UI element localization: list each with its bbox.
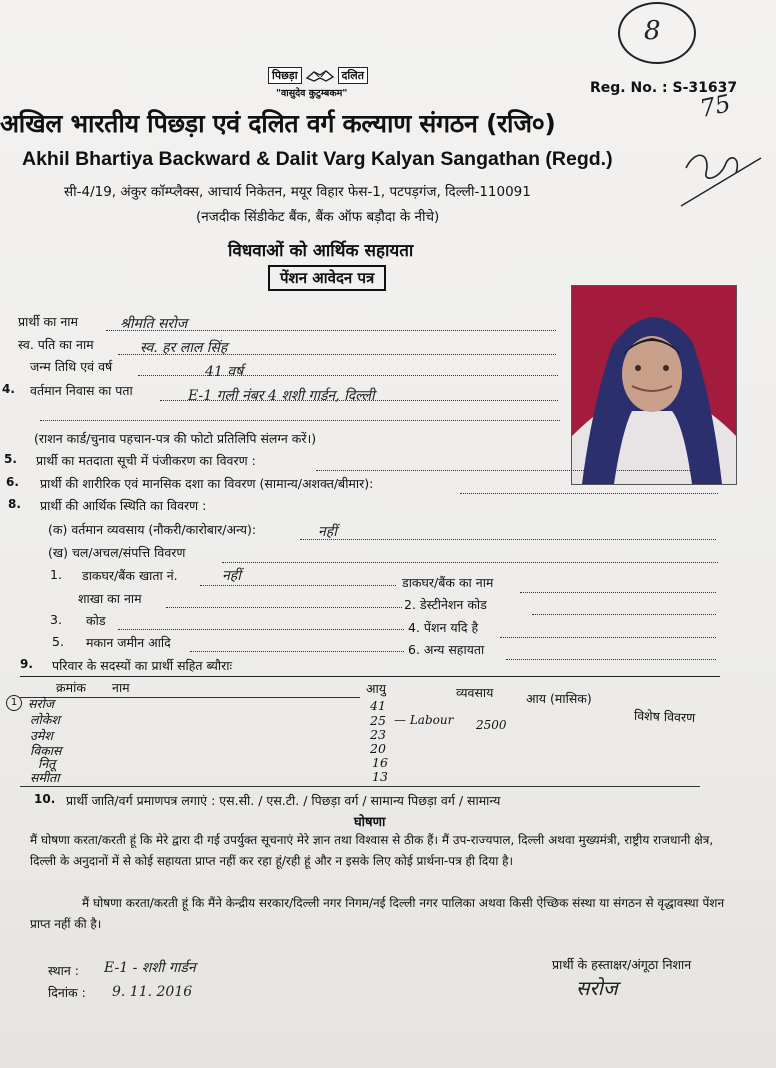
field-number: 5. — [52, 634, 64, 649]
registration-number: Reg. No. : S-31637 — [590, 80, 738, 96]
family-member-occupation: — Labour — [394, 713, 454, 727]
dotted-line — [138, 375, 558, 376]
applicant-photo — [571, 285, 737, 485]
place-label: स्थान : — [48, 963, 79, 978]
field-number: 9. — [20, 657, 33, 671]
family-member-age: 16 — [372, 755, 388, 770]
motto: "वासुदेव कुटुम्बकम" — [276, 88, 348, 99]
dotted-line — [500, 637, 716, 638]
title-hindi: अखिल भारतीय पिछड़ा एवं दलित वर्ग कल्याण संगठन (रजि०) — [0, 109, 556, 138]
applicant-signature: सरोज — [576, 976, 618, 1000]
date-value: 9. 11. 2016 — [112, 984, 193, 1000]
field-number: 10. — [34, 792, 56, 806]
declaration-para-2: मैं घोषणा करता/करती हूं कि मैंने केन्द्रीय सरकार/दिल्ली नगर निगम/नई दिल्ली नगर पालिका अथवा किसी ऐच्छिक संस्था या संगठन से वृद्धावस्था पेंशन प्राप्त नहीं की है। — [30, 896, 725, 931]
birth-date-label: जन्म तिथि एवं वर्ष — [30, 359, 113, 374]
scheme-heading: विधवाओं को आर्थिक सहायता — [228, 241, 414, 261]
dotted-line — [200, 585, 396, 586]
col-header-income: आय (मासिक) — [526, 691, 592, 706]
branch-name-label: शाखा का नाम — [78, 591, 142, 606]
caste-certificate-label: प्रार्थी जाति/वर्ग प्रमाणपत्र लगाएं : एस.सी. / एस.टी. / पिछड़ा वर्ग / सामान्य पिछड़ा वर्ग / सामान्य — [66, 793, 501, 808]
family-member-age: 23 — [370, 727, 386, 742]
other-help-label: 6. अन्य सहायता — [408, 642, 485, 657]
address-line-2: (नजदीक सिंडीकेट बैंक, बैंक ऑफ बड़ौदा के नीचे) — [196, 209, 440, 225]
dotted-line — [532, 614, 716, 615]
family-member-name: विकास — [30, 743, 62, 758]
address-line-1: सी-4/19, अंकुर कॉम्प्लैक्स, आचार्य निकेतन, मयूर विहार फेस-1, पटपड़गंज, दिल्ली-110091 — [64, 184, 531, 200]
destination-code-label: 2. डेस्टीनेशन कोड — [404, 597, 487, 612]
family-details-label: परिवार के सदस्यों का प्रार्थी सहित ब्यौराः — [52, 658, 233, 673]
dotted-line — [166, 607, 402, 608]
date-label: दिनांक : — [48, 985, 86, 1000]
dotted-line — [40, 420, 560, 421]
applicant-name-label: प्रार्थी का नाम — [18, 314, 79, 329]
field-number: 1. — [50, 567, 62, 582]
dotted-line — [190, 651, 404, 652]
family-member-income: 2500 — [476, 718, 507, 732]
address-label: वर्तमान निवास का पता — [30, 383, 133, 398]
bank-account-label: डाकघर/बैंक खाता नं. — [82, 568, 178, 583]
bank-account-value: नहीं — [222, 568, 241, 584]
form-title: पेंशन आवेदन पत्र — [268, 265, 386, 291]
field-number: 5. — [4, 452, 17, 466]
field-number: 6. — [6, 475, 19, 489]
ration-card-note: (राशन कार्ड/चुनाव पहचान-पत्र की फोटो प्रतिलिपि संलग्न करें।) — [34, 431, 317, 446]
voter-registration-label: प्रार्थी का मतदाता सूची में पंजीकरण का विवरण : — [36, 453, 256, 468]
family-member-name: समीता — [30, 770, 60, 785]
husband-name-label: स्व. पति का नाम — [18, 337, 94, 352]
address-value: E-1 गली नंबर 4 शशी गार्डन, दिल्ली — [188, 388, 375, 404]
table-top-rule — [20, 676, 720, 677]
age-value: 41 वर्ष — [205, 364, 244, 380]
col-header-age: आयु — [366, 681, 387, 696]
dotted-line — [460, 493, 718, 494]
col-header-serial: क्रमांक — [56, 680, 86, 695]
corner-scribble — [676, 128, 766, 208]
family-member-name: लोकेश — [30, 712, 60, 727]
family-member-age: 25 — [370, 713, 386, 728]
table-bottom-rule — [20, 786, 700, 787]
applicant-name-value: श्रीमति सरोज — [120, 316, 188, 332]
husband-name-value: स्व. हर लाल सिंह — [140, 340, 228, 356]
signature-label: प्रार्थी के हस्ताक्षर/अंगूठा निशान — [552, 957, 692, 972]
family-member-age: 20 — [370, 741, 386, 756]
place-value: E-1 - शशी गार्डन — [104, 960, 196, 976]
col-header-name: नाम — [112, 680, 130, 695]
field-number: 4. — [2, 382, 15, 396]
occupation-label: (क) वर्तमान व्यवसाय (नौकरी/कारोबार/अन्य): — [48, 522, 257, 537]
logo-left-text: पिछड़ा — [268, 67, 302, 84]
field-number: 3. — [50, 612, 62, 627]
org-logo — [268, 66, 368, 84]
col-header-occupation: व्यवसाय — [456, 685, 494, 700]
bank-name-label: डाकघर/बैंक का नाम — [402, 575, 494, 590]
health-condition-label: प्रार्थी की शारीरिक एवं मानसिक दशा का विवरण (सामान्य/अशक्त/बीमार): — [40, 476, 374, 491]
family-member-age: 41 — [370, 698, 386, 713]
logo-right-text: दलित — [338, 67, 368, 84]
property-label: (ख) चल/अचल/संपत्ति विवरण — [48, 545, 186, 560]
row-index-mark: 1 — [6, 695, 22, 711]
dotted-line — [316, 470, 716, 471]
family-member-name: नितू — [38, 756, 56, 771]
code-label: कोड — [86, 613, 106, 628]
economic-status-label: प्रार्थी की आर्थिक स्थिति का विवरण : — [40, 498, 207, 513]
circle-mark-text: 8 — [644, 16, 661, 46]
table-header-rule — [20, 697, 360, 698]
ink-circle-mark — [618, 2, 696, 64]
col-header-remarks: विशेष विवरण — [633, 707, 696, 726]
declaration-para-1: मैं घोषणा करता/करती हूं कि मेरे द्वारा दी गई उपर्युक्त सूचनाएं मेरे ज्ञान तथा विश्वास से ठीक हैं। मैं उप-राज्यपाल, दिल्ली अथवा मुख्यमंत्री, राष्ट्रीय राजधानी क्षेत्र, दिल्ली के अनुदानों में से कोई सहायता प्राप्त नहीं कर रहा हूं/रही हूं और न इसके लिए कोई प्रार्थना-पत्र ही दिया है। — [30, 833, 714, 868]
declaration-heading: घोषणा — [354, 815, 386, 830]
dotted-line — [222, 562, 718, 563]
pension-label: 4. पेंशन यदि है — [408, 620, 479, 635]
house-land-label: मकान जमीन आदि — [86, 635, 171, 650]
title-english: Akhil Bhartiya Backward & Dalit Varg Kalyan Sangathan (Regd.) — [22, 148, 613, 170]
family-member-name: उमेश — [30, 728, 53, 743]
family-member-age: 13 — [372, 769, 388, 784]
family-member-name: सरोज — [28, 696, 55, 711]
handshake-icon — [305, 66, 335, 84]
dotted-line — [118, 629, 404, 630]
dotted-line — [520, 592, 716, 593]
corner-handwritten-number: 75 — [697, 89, 734, 123]
occupation-value: नहीं — [318, 524, 337, 540]
dotted-line — [506, 659, 716, 660]
dotted-line — [300, 539, 716, 540]
field-number: 8. — [8, 497, 21, 511]
